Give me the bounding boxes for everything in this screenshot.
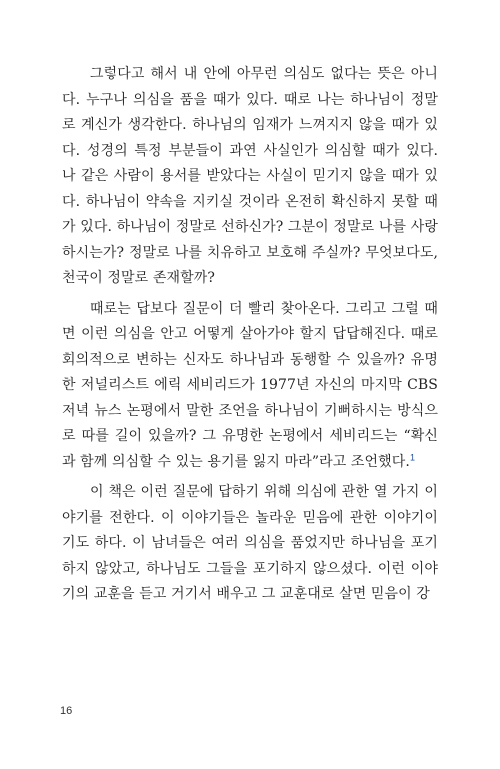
paragraph-3-text: 이 책은 이런 질문에 답하기 위해 의심에 관한 열 가지 이야기를 전한다. 이 이야기들은 놀라운 믿음에 관한 이야기이기도 하다. 이 남녀들은 여러 의심을 품었지만 하나님을 포기하지 않았고, 하나님도 그들을 포기하지 않으셨다. 이런 이야기의 교훈을 듣고 거기서 배우고 그 교훈대로 살면 믿음이 강 <box>62 484 438 602</box>
page-number: 16 <box>60 705 73 717</box>
paragraph-2 <box>62 297 438 476</box>
paragraph-1 <box>62 62 438 292</box>
paragraph-2-text: 때로는 답보다 질문이 더 빨리 찾아온다. 그리고 그럴 때면 이런 의심을 안고 어떻게 살아가야 할지 답답해진다. 때로 회의적으로 변하는 신자도 하나님과 동행할 수 있을까? 유명한 저널리스트 에릭 세비리드가 1977년 자신의 마지막 CBS 저녁 뉴스 논평에서 말한 조언을 하나님이 기뻐하시는 방식으로 따를 길이 있을까? 그 유명한 논평에서 세비리드는 “확신과 함께 의심할 수 있는 용기를 잃지 마라”라고 조언했다. <box>62 300 438 470</box>
body-text <box>62 62 438 613</box>
paragraph-1-text: 그렇다고 해서 내 안에 아무런 의심도 없다는 뜻은 아니다. 누구나 의심을 품을 때가 있다. 때로 나는 하나님이 정말로 계신가 생각한다. 하나님의 임재가 느껴지지 않을 때가 있다. 성경의 특정 부분들이 과연 사실인가 의심할 때가 있다. 나 같은 사람이 용서를 받았다는 사실이 믿기지 않을 때가 있다. 하나님이 약속을 지키실 것이라 온전히 확신하지 못할 때가 있다. 하나님이 정말로 선하신가? 그분이 정말로 나를 사랑하시는가? 정말로 나를 치유하고 보호해 주실까? 무엇보다도, 천국이 정말로 존재할까? <box>62 66 438 286</box>
footnote-marker[interactable]: 1 <box>409 451 416 462</box>
paragraph-3 <box>62 480 438 608</box>
